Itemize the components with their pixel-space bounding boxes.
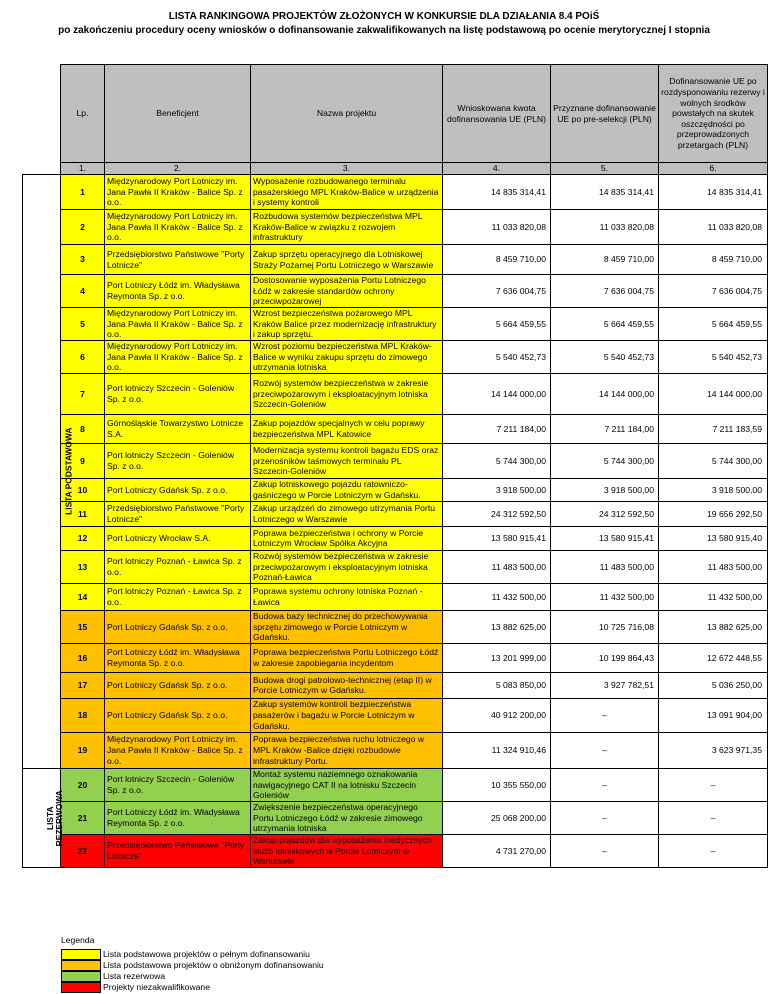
cell-nazwa-projektu: Wzrost poziomu bezpieczeństwa MPL Kraków-Balice w wyniku zakupu sprzętu do zimowego utrzymania lotniska — [251, 340, 443, 373]
cell-lp: 21 — [61, 801, 105, 834]
cell-dofinansowanie: 3 623 971,35 — [659, 732, 768, 768]
cell-wnioskowana: 13 580 915,41 — [443, 526, 551, 550]
cell-wnioskowana: 3 918 500,00 — [443, 478, 551, 501]
cell-beneficjent: Międzynarodowy Port Lotniczy im. Jana Pawła II Kraków - Balice Sp. z o.o. — [105, 340, 251, 373]
cell-lp: 17 — [61, 672, 105, 698]
cell-wnioskowana: 11 324 910,46 — [443, 732, 551, 768]
table-row — [23, 732, 768, 768]
cell-nazwa-projektu: Poprawa systemu ochrony lotniska Poznań - Ławica — [251, 583, 443, 610]
col-number: 6. — [659, 163, 768, 175]
header-beneficjent: Beneficjent — [105, 65, 251, 163]
cell-wnioskowana: 11 432 500,00 — [443, 583, 551, 610]
cell-dofinansowanie: 8 459 710,00 — [659, 245, 768, 275]
cell-beneficjent: Międzynarodowy Port Lotniczy im. Jana Pawła II Kraków - Balice Sp. z o.o. — [105, 732, 251, 768]
cell-nazwa-projektu: Rozwój systemów bezpieczeństwa w zakresie przeciwpożarowym i eksploatacyjnym lotniska Poznań-Ławica — [251, 550, 443, 583]
cell-dofinansowanie: 14 835 314,41 — [659, 175, 768, 210]
cell-nazwa-projektu: Modernizacja systemu kontroli bagażu EDS oraz przenośników taśmowych terminalu PL Szczecin-Goleniów — [251, 443, 443, 478]
cell-nazwa-projektu: Zakup pojazdów specjalnych w celu poprawy bezpieczeństwa MPL Katowice — [251, 414, 443, 443]
header-przyznane: Przyznane dofinansowanie UE po pre-selekcji (PLN) — [551, 65, 659, 163]
table-row — [23, 175, 768, 210]
cell-wnioskowana: 7 636 004,75 — [443, 275, 551, 308]
legend-title: Legenda — [61, 935, 95, 945]
cell-beneficjent: Port Lotniczy Gdańsk Sp. z o.o. — [105, 478, 251, 501]
cell-wnioskowana: 11 033 820,08 — [443, 210, 551, 245]
cell-nazwa-projektu: Wzrost bezpieczeństwa pożarowego MPL Kraków Balice przez modernizację infrastruktury i zakup sprzętu. — [251, 308, 443, 341]
cell-lp: 9 — [61, 443, 105, 478]
legend-item — [61, 960, 361, 971]
table-row — [23, 340, 768, 373]
legend-swatch — [61, 949, 101, 960]
cell-dofinansowanie: 19 656 292,50 — [659, 501, 768, 526]
cell-lp: 3 — [61, 245, 105, 275]
cell-nazwa-projektu: Zakup lotniskowego pojazdu ratowniczo-gaśniczego w Porcie Lotniczym w Gdańsku. — [251, 478, 443, 501]
legend-label: Projekty niezakwalifikowane — [103, 982, 210, 992]
cell-wnioskowana: 25 068 200,00 — [443, 801, 551, 834]
table-row — [23, 643, 768, 672]
cell-lp: 8 — [61, 414, 105, 443]
cell-przyznane: 11 432 500,00 — [551, 583, 659, 610]
cell-przyznane: 3 927 782,51 — [551, 672, 659, 698]
cell-beneficjent: Port Lotniczy Gdańsk Sp. z o.o. — [105, 698, 251, 732]
cell-wnioskowana: 11 483 500,00 — [443, 550, 551, 583]
legend-label: Lista podstawowa projektów o obniżonym dofinansowaniu — [103, 960, 324, 970]
cell-beneficjent: Port lotniczy Szczecin - Goleniów Sp. z o.o. — [105, 373, 251, 414]
cell-dofinansowanie: – — [659, 834, 768, 867]
legend-swatch — [61, 971, 101, 982]
cell-lp: 19 — [61, 732, 105, 768]
cell-nazwa-projektu: Wyposażenie rozbudowanego terminalu pasażerskiego MPL Kraków-Balice w urządzenia i systemy kontroli — [251, 175, 443, 210]
cell-wnioskowana: 40 912 200,00 — [443, 698, 551, 732]
cell-beneficjent: Międzynarodowy Port Lotniczy im. Jana Pawła II Kraków - Balice Sp. z o.o. — [105, 175, 251, 210]
cell-dofinansowanie: 7 211 183,59 — [659, 414, 768, 443]
cell-dofinansowanie: 11 432 500,00 — [659, 583, 768, 610]
cell-lp: 13 — [61, 550, 105, 583]
cell-przyznane: 7 211 184,00 — [551, 414, 659, 443]
table-row — [23, 373, 768, 414]
cell-lp: 4 — [61, 275, 105, 308]
cell-nazwa-projektu: Zakup urządzeń do zimowego utrzymania Portu Lotniczego w Warszawie — [251, 501, 443, 526]
cell-lp: 2 — [61, 210, 105, 245]
table-row — [23, 526, 768, 550]
cell-beneficjent: Port lotniczy Szczecin - Goleniów Sp. z o.o. — [105, 443, 251, 478]
cell-dofinansowanie: 5 664 459,55 — [659, 308, 768, 341]
cell-dofinansowanie: 5 540 452,73 — [659, 340, 768, 373]
cell-dofinansowanie: 13 091 904,00 — [659, 698, 768, 732]
cell-wnioskowana: 8 459 710,00 — [443, 245, 551, 275]
cell-wnioskowana: 14 835 314,41 — [443, 175, 551, 210]
cell-dofinansowanie: 11 033 820,08 — [659, 210, 768, 245]
cell-dofinansowanie: 5 036 250,00 — [659, 672, 768, 698]
cell-nazwa-projektu: Zwiększenie bezpieczeństwa operacyjnego Portu Lotniczego Łódź w zakresie zimowego utrzymania lotniska — [251, 801, 443, 834]
cell-przyznane: 10 725 716,08 — [551, 610, 659, 643]
cell-przyznane: 14 835 314,41 — [551, 175, 659, 210]
cell-lp: 18 — [61, 698, 105, 732]
cell-lp: 10 — [61, 478, 105, 501]
header-nazwa-projektu: Nazwa projektu — [251, 65, 443, 163]
table-row — [23, 583, 768, 610]
cell-dofinansowanie: 13 882 625,00 — [659, 610, 768, 643]
cell-wnioskowana: 5 083 850,00 — [443, 672, 551, 698]
cell-przyznane: – — [551, 768, 659, 801]
cell-przyznane: – — [551, 732, 659, 768]
cell-dofinansowanie: 3 918 500,00 — [659, 478, 768, 501]
cell-przyznane: – — [551, 801, 659, 834]
cell-wnioskowana: 5 664 459,55 — [443, 308, 551, 341]
header-dofinansowanie: Dofinansowanie UE po rozdysponowaniu rezerwy i wolnych środków powstałych na skutek oszczędności po przeprowadzonych przetargach (PLN) — [659, 65, 768, 163]
table-row — [23, 210, 768, 245]
ranking-table — [22, 64, 768, 868]
cell-beneficjent: Górnośląskie Towarzystwo Lotnicze S.A. — [105, 414, 251, 443]
cell-beneficjent: Przedsiębiorstwo Państwowe "Porty Lotnicze" — [105, 245, 251, 275]
cell-przyznane: 8 459 710,00 — [551, 245, 659, 275]
cell-lp: 1 — [61, 175, 105, 210]
table-row — [23, 308, 768, 341]
cell-dofinansowanie: 12 672 448,55 — [659, 643, 768, 672]
cell-przyznane: 14 144 000,00 — [551, 373, 659, 414]
cell-beneficjent: Port lotniczy Poznań - Ławica Sp. z o.o. — [105, 550, 251, 583]
cell-nazwa-projektu: Budowa bazy technicznej do przechowywania sprzętu zimowego w Porcie Lotniczym w Gdańsku. — [251, 610, 443, 643]
side-label-rezerwowa: LISTA REZERWOWA — [23, 768, 61, 867]
document-subtitle: po zakończeniu procedury oceny wniosków o dofinansowanie zakwalifikowanych na listę podstawową po ocenie merytorycznej I stopnia — [58, 25, 710, 36]
cell-lp: 16 — [61, 643, 105, 672]
cell-dofinansowanie: 5 744 300,00 — [659, 443, 768, 478]
cell-beneficjent: Przedsiębiorstwo Państwowe "Porty Lotnicze" — [105, 501, 251, 526]
table-row — [23, 550, 768, 583]
cell-lp: 22 — [61, 834, 105, 867]
cell-przyznane: – — [551, 834, 659, 867]
cell-beneficjent: Międzynarodowy Port Lotniczy im. Jana Pawła II Kraków - Balice Sp. z o.o. — [105, 308, 251, 341]
table-row — [23, 414, 768, 443]
table-row — [23, 834, 768, 867]
cell-wnioskowana: 4 731 270,00 — [443, 834, 551, 867]
table-row — [23, 275, 768, 308]
cell-nazwa-projektu: Poprawa bezpieczeństwa Portu Lotniczego Łódź w zakresie zapobiegania incydentom — [251, 643, 443, 672]
cell-lp: 15 — [61, 610, 105, 643]
legend-swatch — [61, 960, 101, 971]
legend-item — [61, 971, 361, 982]
cell-przyznane: 5 664 459,55 — [551, 308, 659, 341]
cell-wnioskowana: 5 540 452,73 — [443, 340, 551, 373]
cell-przyznane: 11 483 500,00 — [551, 550, 659, 583]
cell-lp: 5 — [61, 308, 105, 341]
cell-wnioskowana: 24 312 592,50 — [443, 501, 551, 526]
cell-dofinansowanie: 13 580 915,40 — [659, 526, 768, 550]
cell-lp: 11 — [61, 501, 105, 526]
header-wnioskowana-kwota: Wnioskowana kwota dofinansowania UE (PLN) — [443, 65, 551, 163]
table-row — [23, 443, 768, 478]
cell-beneficjent: Port Lotniczy Łódź im. Władysława Reymonta Sp. z o.o. — [105, 643, 251, 672]
col-number: 4. — [443, 163, 551, 175]
cell-nazwa-projektu: Budowa drogi patrolowo-technicznej (etap II) w Porcie Lotniczym w Gdańsku. — [251, 672, 443, 698]
cell-dofinansowanie: – — [659, 801, 768, 834]
cell-dofinansowanie: 7 636 004,75 — [659, 275, 768, 308]
table-row — [23, 801, 768, 834]
table-row — [23, 501, 768, 526]
table-row — [23, 245, 768, 275]
table-row — [23, 698, 768, 732]
cell-przyznane: 5 744 300,00 — [551, 443, 659, 478]
cell-beneficjent: Port Lotniczy Gdańsk Sp. z o.o. — [105, 672, 251, 698]
col-number: 5. — [551, 163, 659, 175]
table-row — [23, 610, 768, 643]
side-label-podstawowa: LISTA PODSTAWOWA — [23, 175, 61, 769]
cell-beneficjent: Międzynarodowy Port Lotniczy im. Jana Pawła II Kraków - Balice Sp. z o.o. — [105, 210, 251, 245]
cell-przyznane: 24 312 592,50 — [551, 501, 659, 526]
cell-nazwa-projektu: Rozwój systemów bezpieczeństwa w zakresie przeciwpożarowym i eksploatacyjnym lotniska Szczecin-Goleniów — [251, 373, 443, 414]
col-number: 1. — [61, 163, 105, 175]
cell-nazwa-projektu: Zakup sprzętu operacyjnego dla Lotniskowej Straży Pożarnej Portu Lotniczego w Warszawie — [251, 245, 443, 275]
legend-item — [61, 949, 361, 960]
cell-przyznane: 7 636 004,75 — [551, 275, 659, 308]
cell-przyznane: 13 580 915,41 — [551, 526, 659, 550]
cell-beneficjent: Port Lotniczy Łódź im. Władysława Reymonta Sp. z o.o. — [105, 801, 251, 834]
cell-przyznane: 10 199 864,43 — [551, 643, 659, 672]
table-row — [23, 478, 768, 501]
table-row — [23, 768, 768, 801]
cell-beneficjent: Port lotniczy Szczecin - Goleniów Sp. z o.o. — [105, 768, 251, 801]
document-title: LISTA RANKINGOWA PROJEKTÓW ZŁOŻONYCH W KONKURSIE DLA DZIAŁANIA 8.4 POiŚ — [168, 11, 600, 22]
cell-lp: 20 — [61, 768, 105, 801]
col-number: 3. — [251, 163, 443, 175]
cell-nazwa-projektu: Rozbudowa systemów bezpieczeństwa MPL Kraków-Balice w związku z rozwojem infrastruktury — [251, 210, 443, 245]
cell-nazwa-projektu: Montaż systemu naziemnego oznakowania nawigacyjnego CAT II na lotnisku Szczecin Goleniów — [251, 768, 443, 801]
cell-wnioskowana: 13 882 625,00 — [443, 610, 551, 643]
cell-lp: 6 — [61, 340, 105, 373]
cell-wnioskowana: 7 211 184,00 — [443, 414, 551, 443]
cell-beneficjent: Port Lotniczy Wrocław S.A. — [105, 526, 251, 550]
cell-wnioskowana: 5 744 300,00 — [443, 443, 551, 478]
legend-label: Lista rezerwowa — [103, 971, 166, 981]
cell-przyznane: 11 033 820,08 — [551, 210, 659, 245]
col-number: 2. — [105, 163, 251, 175]
legend-item — [61, 982, 361, 993]
cell-nazwa-projektu: Zakup systemów kontroli bezpieczeństwa pasażerów i bagażu w Porcie Lotniczym w Gdańsku. — [251, 698, 443, 732]
cell-przyznane: – — [551, 698, 659, 732]
cell-beneficjent: Port Lotniczy Łódź im. Władysława Reymonta Sp. z o.o. — [105, 275, 251, 308]
cell-nazwa-projektu: Poprawa bezpieczeństwa i ochrony w Porcie Lotniczym Wrocław Spółka Akcyjna — [251, 526, 443, 550]
table-row — [23, 672, 768, 698]
cell-dofinansowanie: 14 144 000,00 — [659, 373, 768, 414]
legend-label: Lista podstawowa projektów o pełnym dofinansowaniu — [103, 949, 310, 959]
cell-nazwa-projektu: Zakup pojazdów dla wyposażenia medycznych służb lotniskowych w Porcie Lotniczym w Warszawie — [251, 834, 443, 867]
cell-lp: 12 — [61, 526, 105, 550]
cell-lp: 14 — [61, 583, 105, 610]
cell-lp: 7 — [61, 373, 105, 414]
cell-wnioskowana: 14 144 000,00 — [443, 373, 551, 414]
cell-wnioskowana: 10 355 550,00 — [443, 768, 551, 801]
cell-wnioskowana: 13 201 999,00 — [443, 643, 551, 672]
column-number-row — [23, 163, 768, 175]
table-header-row — [23, 65, 768, 163]
cell-beneficjent: Przedsiębiorstwo Państwowe "Porty Lotnicze" — [105, 834, 251, 867]
cell-przyznane: 3 918 500,00 — [551, 478, 659, 501]
header-lp: Lp. — [61, 65, 105, 163]
cell-dofinansowanie: 11 483 500,00 — [659, 550, 768, 583]
cell-nazwa-projektu: Poprawa bezpieczeństwa ruchu lotniczego w MPL Kraków -Balice dzięki rozbudowie infrastruktury Portu. — [251, 732, 443, 768]
cell-beneficjent: Port lotniczy Poznań - Ławica Sp. z o.o. — [105, 583, 251, 610]
cell-przyznane: 5 540 452,73 — [551, 340, 659, 373]
legend-swatch — [61, 982, 101, 993]
cell-dofinansowanie: – — [659, 768, 768, 801]
cell-nazwa-projektu: Dostosowanie wyposażenia Portu Lotniczego Łódź w zakresie standardów ochrony przeciwpożarowej — [251, 275, 443, 308]
cell-beneficjent: Port Lotniczy Gdańsk Sp. z o.o. — [105, 610, 251, 643]
